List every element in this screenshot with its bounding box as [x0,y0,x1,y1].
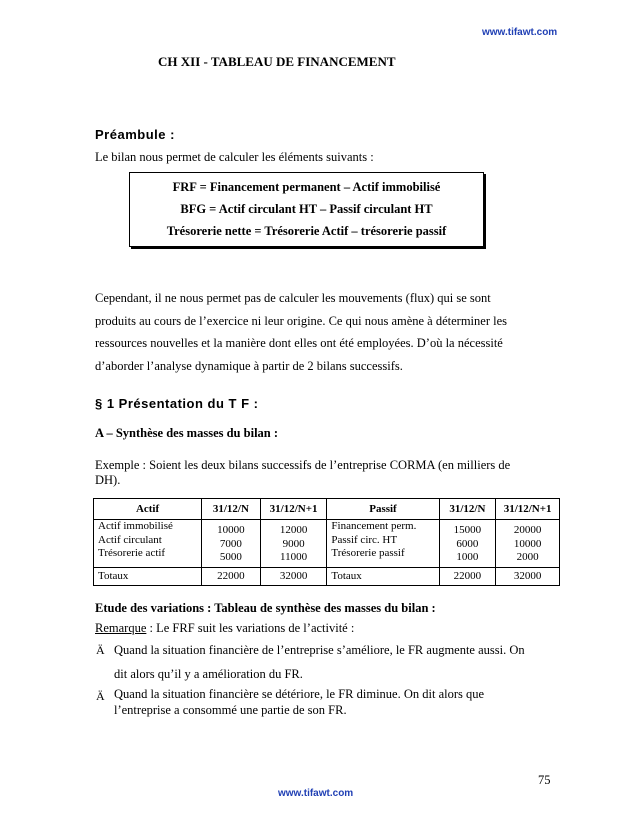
actif-n-value: 7000 [219,537,242,550]
header-site-link[interactable]: www.tifawt.com [482,27,558,38]
passif-n1-value: 2000 [516,551,539,563]
passif-n-value: 1000 [456,551,479,563]
paragraph-line: Cependant, il ne nous permet pas de calculer les mouvements (flux) qui se sont [95,291,491,305]
actif-n-value: 10000 [217,524,245,536]
table-row [94,520,560,568]
totals-actif-label: Totaux [94,568,202,586]
example-line: DH). [95,473,121,487]
passif-n1-cell [496,520,560,568]
th-passif-n: 31/12/N [439,499,496,520]
formula-bfg: BFG = Actif circulant HT – Passif circulant HT [180,202,433,216]
etude-heading: Etude des variations : Tableau de synthèse des masses du bilan : [95,601,436,615]
paragraph-line: d’aborder l’analyse dynamique à partir de 2 bilans successifs. [95,358,403,373]
passif-n1-value: 10000 [513,537,542,550]
totals-actif-n: 22000 [202,568,261,586]
th-passif: Passif [327,499,439,520]
page-number: 75 [538,773,551,787]
formula-frf: FRF = Financement permanent – Actif immobilisé [172,180,441,194]
bullet-2-text [114,686,534,718]
bullet-1-text [114,638,534,686]
th-passif-n1: 31/12/N+1 [496,499,560,520]
synthese-subheading: A – Synthèse des masses du bilan : [95,426,279,440]
chapter-title: CH XII - TABLEAU DE FINANCEMENT [158,54,396,69]
remarque-label: Remarque [95,621,147,635]
totals-passif-n1: 32000 [496,568,560,586]
bullet-icon: Ä [96,689,105,703]
actif-label: Trésorerie actif [98,547,166,559]
actif-n1-value: 11000 [280,551,308,563]
actif-labels-cell [94,520,202,568]
example-line: Exemple : Soient les deux bilans successifs de l’entreprise CORMA (en milliers de [95,458,511,472]
passif-n1-value: 20000 [513,524,542,536]
remarque-text: : Le FRF suit les variations de l’activité : [146,621,355,635]
footer-site-link[interactable]: www.tifawt.com [278,788,354,799]
actif-n1-value: 9000 [282,537,305,550]
preambule-paragraph [95,287,535,377]
passif-n-value: 6000 [456,537,479,550]
th-actif: Actif [94,499,202,520]
passif-label: Passif circ. HT [331,533,398,546]
bullet-icon: Ä [96,643,105,657]
bullet-2-line: Quand la situation financière se détériore, le FR diminue. On dit alors que [114,687,485,701]
passif-label: Financement perm. [331,520,417,532]
passif-label: Trésorerie passif [331,547,405,559]
example-text [95,458,535,488]
bullet-2-line: l’entreprise a consommé une partie de son FR. [114,703,347,717]
totals-passif-label: Totaux [327,568,439,586]
totals-actif-n1: 32000 [260,568,327,586]
paragraph-line: ressources nouvelles et la manière dont elles ont été employées. D’où la nécessité [95,336,503,350]
formula-tresorerie: Trésorerie nette = Trésorerie Actif – trésorerie passif [166,224,447,238]
balance-table [93,498,560,586]
bullet-1-line: dit alors qu’il y a amélioration du FR. [114,667,303,681]
preambule-heading: Préambule : [95,127,175,142]
bullet-1-line: Quand la situation financière de l’entreprise s’améliore, le FR augmente aussi. On [114,643,525,657]
actif-n1-value: 12000 [279,524,308,536]
section1-heading: § 1 Présentation du T F : [95,396,259,411]
remarque-line [95,617,354,639]
actif-label: Actif circulant [98,533,162,546]
formula-box [129,172,484,247]
totals-passif-n: 22000 [439,568,496,586]
passif-n-value: 15000 [453,524,482,536]
totals-row [94,568,560,586]
actif-n-value: 5000 [219,551,242,563]
passif-labels-cell [327,520,439,568]
passif-n-cell [439,520,496,568]
paragraph-line: produits au cours de l’exercice ni leur origine. Ce qui nous amène à déterminer les [95,313,508,328]
actif-n-cell [202,520,261,568]
th-actif-n1: 31/12/N+1 [260,499,327,520]
th-actif-n: 31/12/N [202,499,261,520]
table-header-row [94,499,560,520]
actif-label: Actif immobilisé [98,520,173,532]
preambule-intro: Le bilan nous permet de calculer les éléments suivants : [95,150,374,164]
actif-n1-cell [260,520,327,568]
